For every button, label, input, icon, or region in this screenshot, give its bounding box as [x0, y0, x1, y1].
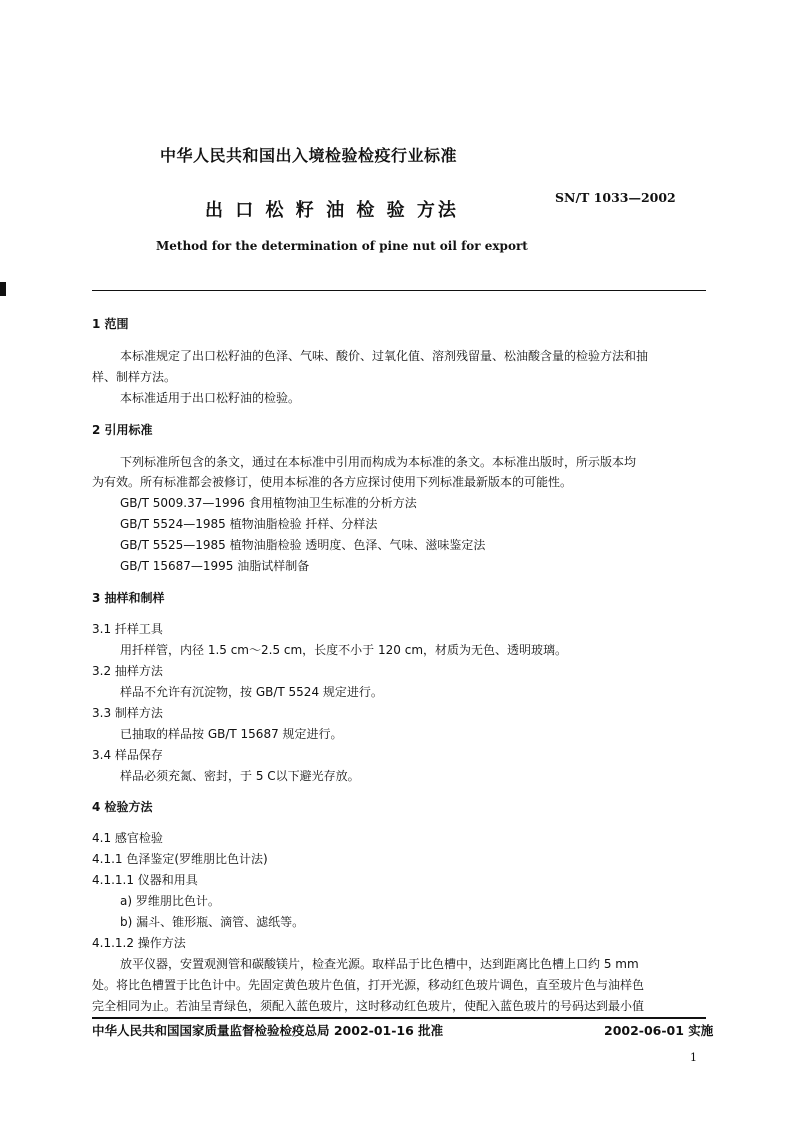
- section-1-para-2: 本标准适用于出口松籽油的检验。: [120, 391, 301, 405]
- section-3-heading: 3 抽样和制样: [92, 591, 165, 605]
- reference-item: GB/T 5525—1985 植物油脂检验 透明度、色泽、气味、滋味鉴定法: [120, 538, 486, 552]
- subsection-3-3-heading: 3.3 制样方法: [92, 706, 163, 720]
- effective-date: 2002-06-01 实施: [604, 1023, 714, 1038]
- document-title-cn: 出 口 松 籽 油 检 验 方法: [205, 200, 459, 221]
- subsection-3-1-heading: 3.1 扦样工具: [92, 622, 163, 636]
- subsection-4-1-1-heading: 4.1.1 色泽鉴定(罗维朋比色计法): [92, 852, 268, 866]
- list-item-a: a) 罗维朋比色计。: [120, 894, 220, 908]
- subsection-3-2-heading: 3.2 抽样方法: [92, 664, 163, 678]
- section-1-heading: 1 范围: [92, 317, 129, 331]
- approval-line: 中华人民共和国国家质量监督检验检疫总局 2002-01-16 批准: [92, 1023, 444, 1038]
- header-rule: [92, 290, 706, 291]
- subsection-3-4-text: 样品必须充氮、密封，于 5 C以下避光存放。: [120, 769, 360, 783]
- section-4-heading: 4 检验方法: [92, 800, 153, 814]
- page-number: 1: [690, 1051, 697, 1064]
- procedure-para-2: 处。将比色槽置于比色计中。先固定黄色玻片色值，打开光源，移动红色玻片调色，直至玻片色与油样色: [92, 978, 645, 992]
- footer-rule: [92, 1017, 706, 1019]
- procedure-para-3: 完全相同为止。若油呈青绿色，须配入蓝色玻片，这时移动红色玻片，使配入蓝色玻片的号码达到最小值: [92, 999, 645, 1013]
- section-2-para-1b: 为有效。所有标准都会被修订，使用本标准的各方应探讨使用下列标准最新版本的可能性。: [92, 475, 573, 489]
- subsection-3-1-text: 用扦样管，内径 1.5 cm～2.5 cm，长度不小于 120 cm，材质为无色、透明玻璃。: [120, 643, 568, 657]
- section-2-para-1a: 下列标准所包含的条文，通过在本标准中引用而构成为本标准的条文。本标准出版时，所示版本均: [120, 455, 637, 469]
- subsection-4-1-1-1-heading: 4.1.1.1 仪器和用具: [92, 873, 198, 887]
- subsection-3-2-text: 样品不允许有沉淀物，按 GB/T 5524 规定进行。: [120, 685, 383, 699]
- subsection-3-4-heading: 3.4 样品保存: [92, 748, 163, 762]
- subsection-3-3-text: 已抽取的样品按 GB/T 15687 规定进行。: [120, 727, 343, 741]
- reference-item: GB/T 5524—1985 植物油脂检验 扦样、分样法: [120, 517, 378, 531]
- reference-item: GB/T 5009.37—1996 食用植物油卫生标准的分析方法: [120, 496, 417, 510]
- list-item-b: b) 漏斗、锥形瓶、滴管、滤纸等。: [120, 915, 305, 929]
- standard-code: SN/T 1033—2002: [555, 190, 676, 205]
- section-2-heading: 2 引用标准: [92, 423, 153, 437]
- subsection-4-1-heading: 4.1 感官检验: [92, 831, 163, 845]
- subsection-4-1-1-2-heading: 4.1.1.2 操作方法: [92, 936, 186, 950]
- document-title-en: Method for the determination of pine nut oil for export: [156, 239, 528, 253]
- section-1-para-1b: 样、制样方法。: [92, 370, 177, 384]
- section-1-para-1a: 本标准规定了出口松籽油的色泽、气味、酸价、过氧化值、溶剂残留量、松油酸含量的检验方法和抽: [120, 349, 649, 363]
- scan-edge-mark: [0, 282, 6, 296]
- issuer-title: 中华人民共和国出入境检验检疫行业标准: [160, 146, 458, 165]
- procedure-para-1: 放平仪器，安置观测管和碳酸镁片，检查光源。取样品于比色槽中，达到距离比色槽上口约 5 mm: [120, 957, 639, 971]
- reference-item: GB/T 15687—1995 油脂试样制备: [120, 559, 310, 573]
